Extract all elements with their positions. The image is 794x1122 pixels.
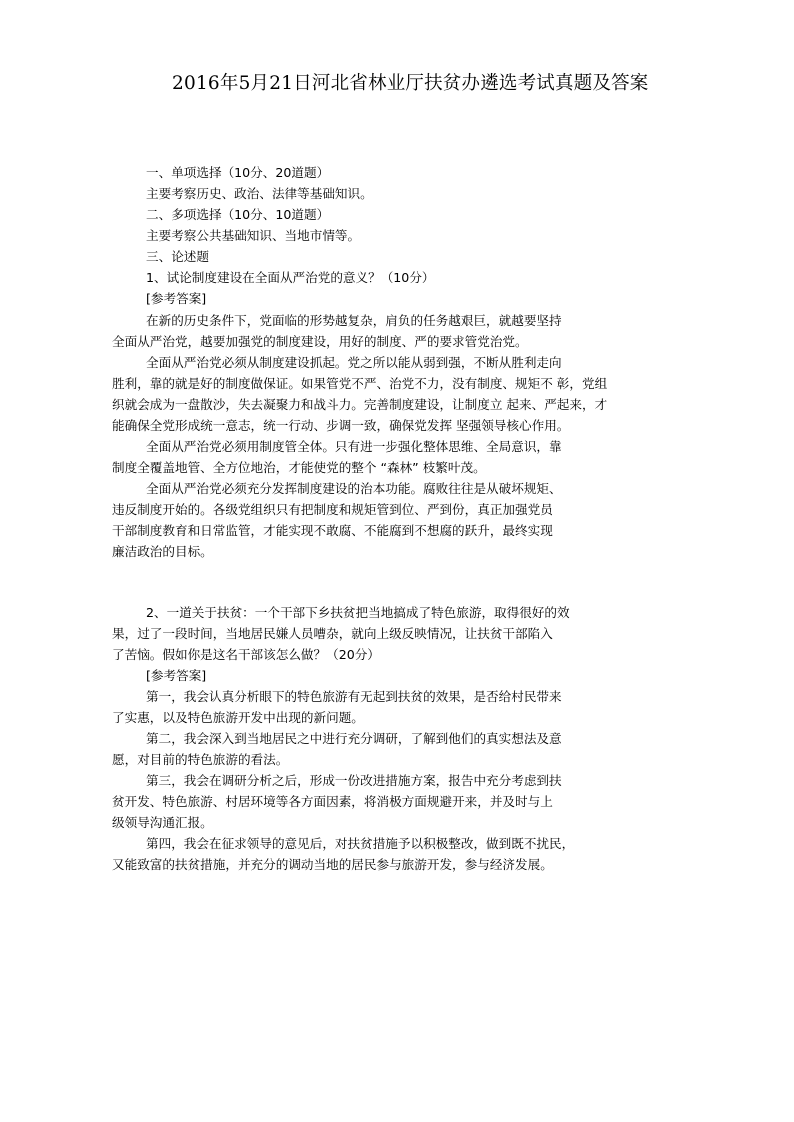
answer-text-line: 级领导沟通汇报。 xyxy=(112,815,213,830)
answer-text-line: 干部制度教育和日常监管，才能实现不敢腐、不能腐到不想腐的跃升，最终实现 xyxy=(112,523,553,538)
answer-label: [参考答案] xyxy=(146,291,207,306)
answer-text-line: 第二，我会深入到当地居民之中进行充分调研，了解到他们的真实想法及意 xyxy=(146,731,562,746)
answer-text-line: 第四，我会在征求领导的意见后，对扶贫措施予以积极整改，做到既不扰民， xyxy=(146,836,575,851)
section-description: 主要考察公共基础知识、当地市情等。 xyxy=(146,228,361,243)
answer-text-line: 又能致富的扶贫措施，并充分的调动当地的居民参与旅游开发，参与经济发展。 xyxy=(112,857,553,872)
answer-text-line: 第一，我会认真分析眼下的特色旅游有无起到扶贫的效果，是否给村民带来 xyxy=(146,689,562,704)
answer-text-line: 在新的历史条件下，党面临的形势越复杂，肩负的任务越艰巨，就越要坚持 xyxy=(146,313,562,328)
answer-text-line: 全面从严治党必须充分发挥制度建设的治本功能。腐败往往是从破坏规矩、 xyxy=(146,481,562,496)
answer-text-line: 全面从严治党必须从制度建设抓起。党之所以能从弱到强，不断从胜利走向 xyxy=(146,355,562,370)
answer-text-line: 制度全覆盖地管、全方位地治，才能使党的整个 “森林” 枝繁叶茂。 xyxy=(112,460,486,475)
section-heading: 一、单项选择（10分、20道题） xyxy=(146,165,330,180)
question-2: 果，过了一段时间，当地居民嫌人员嘈杂，就向上级反映情况，让扶贫干部陷入 xyxy=(112,626,553,641)
document-title: 2016年5月21日河北省林业厅扶贫办遴选考试真题及答案 xyxy=(172,73,649,94)
answer-text-line: 了实惠，以及特色旅游开发中出现的新问题。 xyxy=(112,710,364,725)
answer-text-line: 能确保全党形成统一意志，统一行动、步调一致，确保党发挥 坚强领导核心作用。 xyxy=(112,418,570,433)
answer-text-line: 胜利，靠的就是好的制度做保证。如果管党不严、治党不力，没有制度、规矩不 彰，党组 xyxy=(112,376,608,391)
question-1: 1、试论制度建设在全面从严治党的意义？（10分） xyxy=(146,270,435,285)
answer-text-line: 全面从严治党必须用制度管全体。只有进一步强化整体思维、全局意识，靠 xyxy=(146,439,562,454)
answer-text-line: 第三，我会在调研分析之后，形成一份改进措施方案，报告中充分考虑到扶 xyxy=(146,773,562,788)
answer-text-line: 织就会成为一盘散沙，失去凝聚力和战斗力。完善制度建设，让制度立 起来、严起来，才 xyxy=(112,397,608,412)
answer-text-line: 廉洁政治的目标。 xyxy=(112,544,213,559)
answer-label: [参考答案] xyxy=(146,668,207,683)
section-heading: 二、多项选择（10分、10道题） xyxy=(146,207,330,222)
section-description: 主要考察历史、政治、法律等基础知识。 xyxy=(146,186,373,201)
answer-text-line: 全面从严治党，越要加强党的制度建设，用好的制度、严的要求管党治党。 xyxy=(112,334,528,349)
question-2: 了苦恼。假如你是这名干部该怎么做？（20分） xyxy=(112,647,380,662)
answer-text-line: 违反制度开始的。各级党组织只有把制度和规矩管到位、严到份，真正加强党员 xyxy=(112,502,553,517)
question-2: 2、一道关于扶贫：一个干部下乡扶贫把当地搞成了特色旅游，取得很好的效 xyxy=(146,605,570,620)
answer-text-line: 贫开发、特色旅游、村居环境等各方面因素，将消极方面规避开来，并及时与上 xyxy=(112,794,553,809)
section-heading: 三、论述题 xyxy=(146,249,209,264)
answer-text-line: 愿，对目前的特色旅游的看法。 xyxy=(112,752,289,767)
